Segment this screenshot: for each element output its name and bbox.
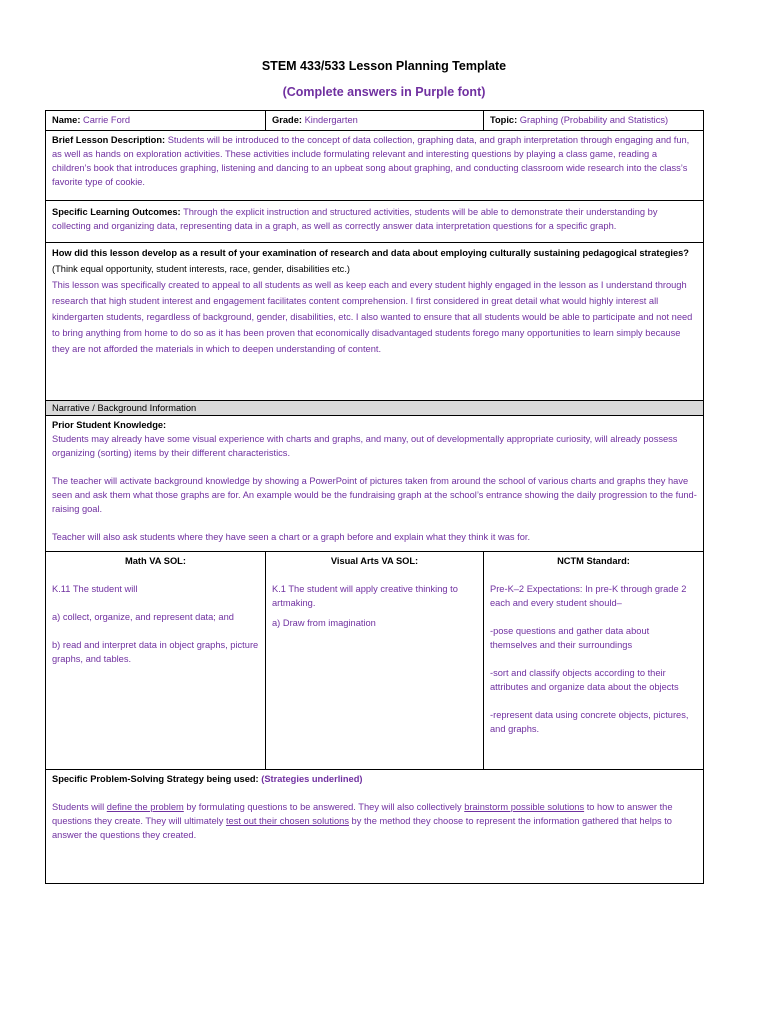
name-cell [46, 111, 266, 131]
arts-sol-line1: K.1 The student will apply creative thinking to artmaking. [272, 584, 458, 608]
grade-value: Kindergarten [304, 115, 358, 125]
culture-question: How did this lesson develop as a result of your examination of research and data about employing culturally sustaining pedagogical strategies? [52, 248, 689, 258]
culture-row [46, 243, 704, 401]
page-title: STEM 433/533 Lesson Planning Template [261, 59, 507, 73]
culture-answer: This lesson was specifically created to appeal to all students as well as keep each and every student highly engaged in the lesson as I understand through research that high student interest and engagement facilitates content comprehension. I first considered in great detail what would highly interest all kindergarten students, regardless of background, gender, disabilities, etc. I also wanted to ensure that all students would be able to participate and not need to bring anything from home to do so as it has been proven that economically disadvantaged students forego many opportunities to learn simply because they are not afforded the materials in which to deepen understanding of content. [52, 280, 693, 354]
math-sol-cell [46, 552, 266, 770]
brief-label: Brief Lesson Description: [52, 135, 166, 145]
strategy-text: Students will define the problem by formulating questions to be answered. They will also collectively brainstorm possible solutions to how to answer the questions they create. They will ultimately test out their chosen solutions by the method they choose to represent the information gathered that helps to answer the questions they created. [52, 802, 673, 840]
topic-label: Topic: [490, 115, 518, 125]
outcomes-text: Through the explicit instruction and structured activities, students will be able to demonstrate their understanding by collecting and organizing data, representing data in a graph, as well as correctly answer data interpretation questions for a specific graph. [52, 207, 658, 231]
strategy-brainstorm: brainstorm possible solutions [464, 802, 585, 812]
strategy-define-problem: define the problem [106, 802, 184, 812]
outcomes-row [46, 201, 704, 243]
narrative-heading-row [46, 401, 704, 416]
nctm-line4: -represent data using concrete objects, pictures, and graphs. [490, 710, 689, 734]
prior-knowledge-para1: Students may already have some visual experience with charts and graphs, and many, out of developmentally appropriate curiosity, will already possess organizing (sorting) items by their different characteristics. [52, 434, 678, 458]
brief-cell [46, 131, 704, 201]
prior-knowledge-para3: Teacher will also ask students where they have seen a chart or a graph before and explain what they think it was for. [52, 532, 531, 542]
info-row [46, 111, 704, 131]
nctm-line2: -pose questions and gather data about themselves and their surroundings [490, 626, 650, 650]
outcomes-cell [46, 201, 704, 243]
page-subtitle: (Complete answers in Purple font) [282, 85, 486, 99]
nctm-line1: Pre-K–2 Expectations: In pre-K through grade 2 each and every student should– [490, 584, 687, 608]
nctm-line3: -sort and classify objects according to their attributes and organize data about the objects [490, 668, 679, 692]
lesson-plan-table [45, 110, 704, 884]
arts-sol-line2: a) Draw from imagination [272, 618, 376, 628]
grade-label: Grade: [272, 115, 302, 125]
culture-hint: (Think equal opportunity, student interests, race, gender, disabilities etc.) [52, 264, 351, 274]
name-label: Name: [52, 115, 81, 125]
math-sol-line3: b) read and interpret data in object graphs, picture graphs, and tables. [52, 640, 259, 664]
strategy-label: Specific Problem-Solving Strategy being used: [52, 774, 259, 784]
narrative-heading: Narrative / Background Information [52, 403, 197, 413]
topic-value: Graphing (Probability and Statistics) [519, 115, 669, 125]
standards-row [46, 552, 704, 770]
narrative-heading-cell [46, 401, 704, 416]
strategy-cell [46, 770, 704, 884]
arts-sol-header: Visual Arts VA SOL: [330, 556, 419, 566]
prior-knowledge-label: Prior Student Knowledge: [52, 420, 167, 430]
nctm-cell [484, 552, 704, 770]
arts-sol-cell [266, 552, 484, 770]
name-value: Carrie Ford [83, 115, 131, 125]
brief-row [46, 131, 704, 201]
prior-knowledge-para2: The teacher will activate background knowledge by showing a PowerPoint of pictures taken from around the school of various charts and graphs they have seen and ask them what those graphs are for. An example would be the fundraising graph at the school’s entrance showing the daily progression to the fund-raising goal. [52, 476, 697, 514]
brief-text: Students will be introduced to the concept of data collection, graphing data, and graph interpretation through engaging and fun, as well as hands on exploration activities. These activities include formulating relevant and interesting questions by playing a class game, reading a children’s book that introduces graphing, listening and dancing to an upbeat song about graphing, and conducting classroom wide research into the class’s favorite type of cookie. [52, 135, 690, 187]
narrative-row [46, 416, 704, 552]
grade-cell [266, 111, 484, 131]
culture-cell [46, 243, 704, 401]
strategy-note: (Strategies underlined) [261, 774, 363, 784]
strategy-row [46, 770, 704, 884]
math-sol-line1: K.11 The student will [52, 584, 138, 594]
nctm-header: NCTM Standard: [557, 556, 630, 566]
narrative-cell [46, 416, 704, 552]
math-sol-header: Math VA SOL: [125, 556, 186, 566]
topic-cell [484, 111, 704, 131]
strategy-test-solutions: test out their chosen solutions [225, 816, 349, 826]
outcomes-label: Specific Learning Outcomes: [52, 207, 181, 217]
math-sol-line2: a) collect, organize, and represent data; and [52, 612, 234, 622]
